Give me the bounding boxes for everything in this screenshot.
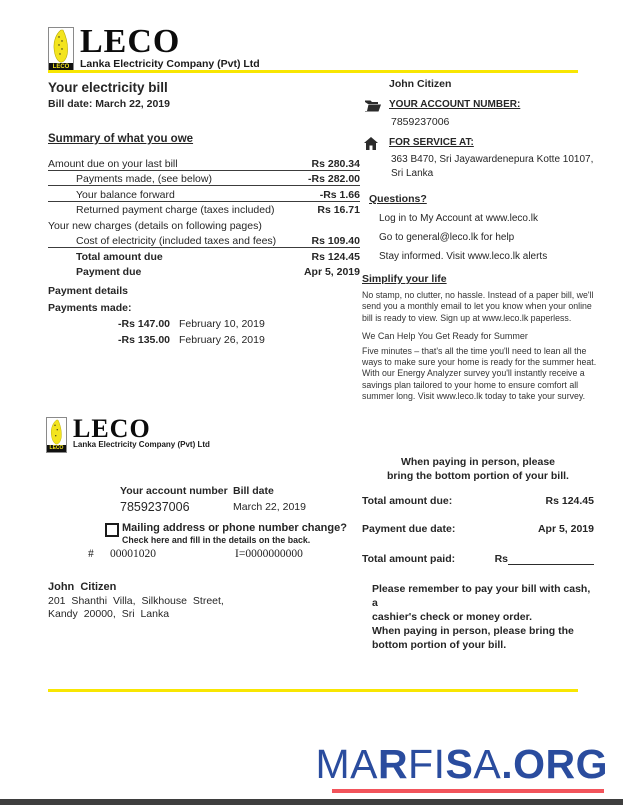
leco-logo bbox=[48, 23, 260, 73]
row-label: Your balance forward bbox=[76, 188, 175, 201]
row-label: Total amount due bbox=[76, 250, 163, 263]
table-row bbox=[48, 154, 360, 170]
island-icon bbox=[47, 418, 66, 445]
checkbox-sublabel: Check here and fill in the details on the back. bbox=[122, 535, 311, 545]
simplify-paragraph: No stamp, no clutter, no hassle. Instead of a paper bill, we'll send you a monthly email to let you know when your online bill is ready to view. Sign up at www.leco.lk paperless. bbox=[362, 290, 594, 323]
payment-date: February 26, 2019 bbox=[179, 334, 265, 346]
checkbox-label: Mailing address or phone number change? bbox=[122, 522, 347, 534]
table-row-due bbox=[48, 263, 360, 279]
row-label: Cost of electricity (included taxes and fees) bbox=[76, 235, 277, 247]
leco-logo-label: LECO bbox=[49, 63, 73, 72]
row-label: Payments made, (see below) bbox=[76, 173, 212, 185]
total-due-row bbox=[362, 495, 594, 507]
service-address-line2: Sri Lanka bbox=[391, 168, 434, 179]
pay-note-line1: When paying in person, please bbox=[400, 456, 556, 468]
payment-reminder bbox=[372, 582, 597, 652]
table-row bbox=[48, 201, 360, 217]
questions-line-email: Go to general@leco.lk for help bbox=[379, 232, 515, 243]
payment-amount: -Rs 135.00 bbox=[118, 334, 170, 346]
brand-subtitle: Lanka Electricity Company (Pvt) Ltd bbox=[80, 58, 260, 70]
bill-date: Bill date: March 22, 2019 bbox=[48, 98, 170, 110]
row-value: Rs 109.40 bbox=[311, 235, 360, 247]
address-change-checkbox[interactable] bbox=[105, 523, 119, 537]
page-title: Your electricity bill bbox=[48, 80, 168, 95]
footer-divider bbox=[48, 689, 578, 692]
summary-heading: Summary of what you owe bbox=[48, 133, 194, 145]
reminder-line2: cashier's check or money order. bbox=[372, 611, 533, 623]
row-label: Payment due bbox=[76, 266, 142, 278]
home-icon bbox=[362, 137, 389, 150]
watermark-segment: A bbox=[473, 741, 502, 787]
hash-symbol: # bbox=[88, 548, 94, 560]
payment-details-heading: Payment details bbox=[48, 285, 128, 297]
table-row bbox=[48, 185, 360, 201]
due-date-row bbox=[362, 523, 594, 535]
table-row-total bbox=[48, 247, 360, 263]
reminder-line4: bottom portion of your bill. bbox=[372, 639, 507, 651]
brand-name: LECO bbox=[80, 23, 181, 60]
currency-prefix: Rs bbox=[494, 553, 508, 565]
payment-row bbox=[48, 334, 360, 346]
watermark-segment: .ORG bbox=[501, 741, 608, 787]
leco-logo-label: LECO bbox=[47, 445, 66, 452]
marfisa-underline bbox=[332, 789, 604, 793]
payment-date: February 10, 2019 bbox=[179, 318, 265, 330]
header-divider bbox=[48, 70, 578, 73]
table-row bbox=[48, 232, 360, 248]
stub-code-1: 00001020 bbox=[110, 548, 156, 560]
stub-code-2: I=0000000000 bbox=[235, 548, 303, 560]
address-change-row bbox=[105, 522, 365, 545]
mailing-name: John Citizen bbox=[48, 581, 117, 593]
stub-account-number: 7859237006 bbox=[120, 500, 190, 514]
service-address-line1: 363 B470, Sri Jayawardenepura Kotte 10107, bbox=[391, 154, 594, 165]
island-icon bbox=[49, 28, 73, 63]
watermark-segment: R bbox=[377, 741, 409, 787]
watermark-segment: MA bbox=[315, 741, 378, 787]
summer-title: We Can Help You Get Ready for Summer bbox=[362, 330, 528, 341]
stub-account-label: Your account number bbox=[120, 485, 228, 497]
mailing-address-line1: 201 Shanthi Villa, Silkhouse Street, bbox=[48, 594, 224, 607]
watermark-segment: S bbox=[445, 741, 474, 787]
row-label: Returned payment charge (taxes included) bbox=[76, 204, 275, 216]
payment-row bbox=[48, 318, 360, 330]
stub-account-block bbox=[85, 485, 365, 545]
amount-paid-row bbox=[362, 553, 594, 565]
payments-made-heading: Payments made: bbox=[48, 302, 132, 314]
table-row bbox=[48, 216, 360, 232]
bottom-edge-bar bbox=[0, 799, 623, 805]
row-value: Rs 16.71 bbox=[317, 204, 360, 216]
questions-line-login: Log in to My Account at www.leco.lk bbox=[379, 213, 538, 224]
row-value: Apr 5, 2019 bbox=[303, 266, 360, 278]
due-date-label: Payment due date: bbox=[362, 523, 456, 535]
brand-subtitle: Lanka Electricity Company (Pvt) Ltd bbox=[73, 440, 210, 449]
account-number-block bbox=[362, 99, 600, 113]
stub-bill-date: March 22, 2019 bbox=[233, 501, 306, 513]
mailing-address-block bbox=[48, 581, 224, 622]
payment-amount: -Rs 147.00 bbox=[118, 318, 170, 330]
table-row bbox=[48, 170, 360, 186]
summer-paragraph: Five minutes – that's all the time you'll need to lean all the ways to make sure your home is ready for the summer heat. With our Energy Analyzer survey you'll instantly receive a savings plan tailored to your home to ensure comfort all summer long. Visit www.leco.lk today to take your survey. bbox=[362, 345, 597, 402]
folder-icon bbox=[362, 99, 389, 113]
stub-bill-date-label: Bill date bbox=[233, 485, 274, 497]
service-address-block bbox=[362, 137, 600, 150]
watermark-segment: FI bbox=[408, 741, 446, 787]
reminder-line1: Please remember to pay your bill with cash, a bbox=[372, 583, 591, 609]
bill-left-column bbox=[48, 80, 360, 346]
due-date-value: Apr 5, 2019 bbox=[537, 523, 594, 535]
leco-logo-emblem bbox=[48, 27, 74, 73]
total-due-value: Rs 124.45 bbox=[545, 495, 594, 507]
summary-table bbox=[48, 154, 360, 278]
row-value: Rs 280.34 bbox=[311, 157, 360, 170]
mailing-address-line2: Kandy 20000, Sri Lanka bbox=[48, 608, 170, 620]
row-value: -Rs 282.00 bbox=[308, 173, 360, 185]
leco-logo-stub bbox=[46, 414, 210, 453]
account-number-label: YOUR ACCOUNT NUMBER: bbox=[389, 99, 521, 110]
account-number-value: 7859237006 bbox=[391, 116, 450, 128]
marfisa-watermark bbox=[315, 741, 608, 788]
brand-name: LECO bbox=[73, 414, 151, 443]
amount-paid-input-line[interactable] bbox=[508, 553, 594, 565]
row-label: Your new charges (details on following pages) bbox=[48, 219, 262, 232]
total-due-label: Total amount due: bbox=[362, 495, 453, 507]
reminder-line3: When paying in person, please bring the bbox=[372, 625, 574, 637]
row-label: Amount due on your last bill bbox=[48, 157, 178, 170]
pay-note-line2: bring the bottom portion of your bill. bbox=[387, 469, 569, 482]
leco-logo-emblem bbox=[46, 417, 67, 453]
questions-line-alerts: Stay informed. Visit www.leco.lk alerts bbox=[379, 251, 548, 262]
simplify-heading: Simplify your life bbox=[362, 273, 447, 285]
amount-paid-label: Total amount paid: bbox=[362, 553, 456, 565]
service-at-label: FOR SERVICE AT: bbox=[389, 137, 474, 148]
row-value: -Rs 1.66 bbox=[319, 188, 360, 201]
bill-right-column bbox=[362, 78, 600, 402]
questions-heading: Questions? bbox=[369, 193, 427, 205]
row-value: Rs 124.45 bbox=[311, 250, 360, 263]
customer-name: John Citizen bbox=[389, 78, 452, 90]
stub-payment-block bbox=[362, 456, 594, 565]
